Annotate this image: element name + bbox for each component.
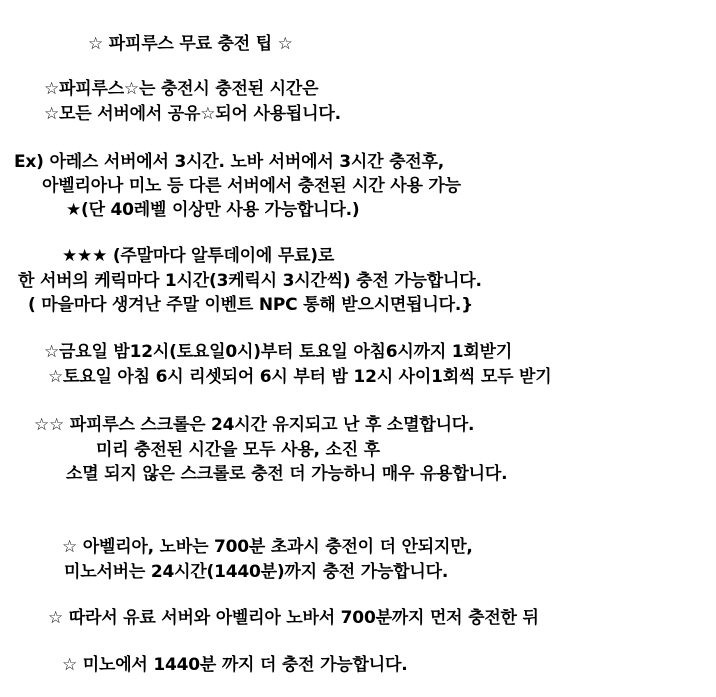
example-line-1: Ex) 아레스 서버에서 3시간. 노바 서버에서 3시간 충전후, [14,152,444,172]
schedule-line-1: ☆금요일 밤12시(토요일0시)부터 토요일 아침6시까지 1회받기 [44,342,513,362]
tip-line-2: ☆ 미노에서 1440분 까지 더 충전 가능합니다. [62,655,408,675]
example-line-3: ★(단 40레벨 이상만 사용 가능합니다.) [66,200,360,220]
scroll-line-3: 소멸 되지 않은 스크롤로 충전 더 가능하니 매우 유용합니다. [66,464,508,484]
weekend-line-1: ★★★ (주말마다 알투데이에 무료)로 [62,246,335,266]
example-line-2: 아벨리아나 미노 등 다른 서버에서 충전된 시간 사용 가능 [42,176,461,196]
server-line-1: ☆ 아벨리아, 노바는 700분 초과시 충전이 더 안되지만, [62,537,473,557]
weekend-line-2: 한 서버의 케릭마다 1시간(3케릭시 3시간씩) 충전 가능합니다. [18,271,482,291]
intro-line-1: ☆파피루스☆는 충전시 충전된 시간은 [44,79,319,99]
tip-line-1: ☆ 따라서 유료 서버와 아벨리아 노바서 700분까지 먼저 충전한 뒤 [48,608,539,628]
scroll-line-1: ☆☆ 파피루스 스크롤은 24시간 유지되고 난 후 소멸합니다. [34,415,475,435]
server-line-2: 미노서버는 24시간(1440분)까지 충전 가능합니다. [64,562,449,582]
scroll-line-2: 미리 충전된 시간을 모두 사용, 소진 후 [96,440,380,460]
title-line: ☆ 파피루스 무료 충전 팁 ☆ [88,34,293,54]
weekend-line-3: ( 마을마다 생겨난 주말 이벤트 NPC 통해 받으시면됩니다.} [28,295,473,315]
schedule-line-2: ☆토요일 아침 6시 리셋되어 6시 부터 밤 12시 사이1회씩 모두 받기 [48,367,552,387]
intro-line-2: ☆모든 서버에서 공유☆되어 사용됩니다. [44,104,341,124]
